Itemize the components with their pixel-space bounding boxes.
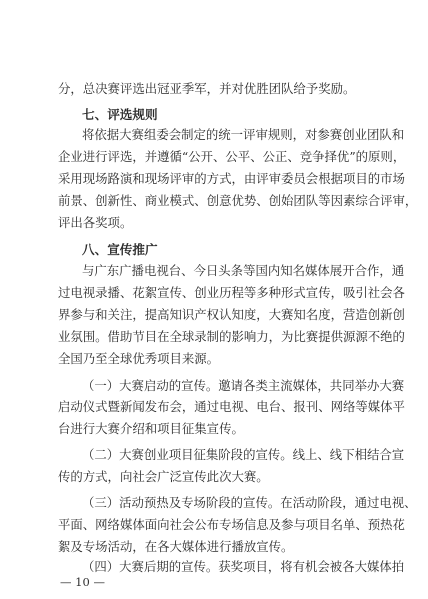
paragraph-line: 过电视录播、花絮宣传、创业历程等多种形式宣传，吸引社会各 bbox=[58, 285, 405, 300]
paragraph-line: 采用现场路演和现场评审的方式，由评审委员会根据项目的市场 bbox=[58, 171, 405, 186]
section-heading-evaluation-rules: 七、评选规则 bbox=[82, 107, 158, 122]
paragraph-line: 全国乃至全球优秀项目来源。 bbox=[58, 351, 220, 366]
paragraph-line: 前景、创新性、商业模式、创意优势、创始团队等因素综合评审， bbox=[58, 193, 418, 208]
paragraph-line: 絮及专场活动，在各大媒体进行播放宣传。 bbox=[58, 539, 294, 554]
section-heading-promotion: 八、宣传推广 bbox=[82, 242, 158, 257]
paragraph-line: （四）大赛后期的宣传。获奖项目，将有机会被各大媒体拍 bbox=[82, 559, 405, 574]
page-number: — 10 — bbox=[60, 575, 105, 589]
paragraph-line: 业氛围。借助节目在全球录制的影响力，为比赛提供源源不绝的 bbox=[58, 329, 405, 344]
paragraph-line: 将依据大赛组委会制定的统一评审规则，对参赛创业团队和 bbox=[82, 127, 405, 142]
paragraph-line: （一）大赛启动的宣传。邀请各类主流媒体，共同举办大赛 bbox=[82, 378, 405, 393]
paragraph-line: （二）大赛创业项目征集阶段的宣传。线上、线下相结合宣 bbox=[82, 447, 405, 462]
paragraph-line: 界参与和关注，提高知识产权认知度，大赛知名度，营造创新创 bbox=[58, 307, 405, 322]
paragraph-line: 评出各奖项。 bbox=[58, 215, 133, 230]
paragraph-line: 平面、网络媒体面向社会公布专场信息及参与项目名单、预热花 bbox=[58, 517, 405, 532]
paragraph-line: （三）活动预热及专场阶段的宣传。在活动阶段，通过电视、 bbox=[82, 495, 417, 510]
paragraph-line: 企业进行评选，并遵循“公开、公平、公正、竞争择优”的原则， bbox=[58, 149, 406, 164]
paragraph-line: 台进行大赛介绍和项目征集宣传。 bbox=[58, 421, 244, 436]
paragraph-line: 传的方式，向社会广泛宣传此次大赛。 bbox=[58, 469, 269, 484]
paragraph-line: 启动仪式暨新闻发布会，通过电视、电台、报刊、网络等媒体平 bbox=[58, 399, 405, 414]
paragraph-line: 与广东广播电视台、今日头条等国内知名媒体展开合作，通 bbox=[82, 263, 405, 278]
paragraph-line: 分，总决赛评选出冠亚季军，并对优胜团队给予奖励。 bbox=[58, 81, 356, 96]
